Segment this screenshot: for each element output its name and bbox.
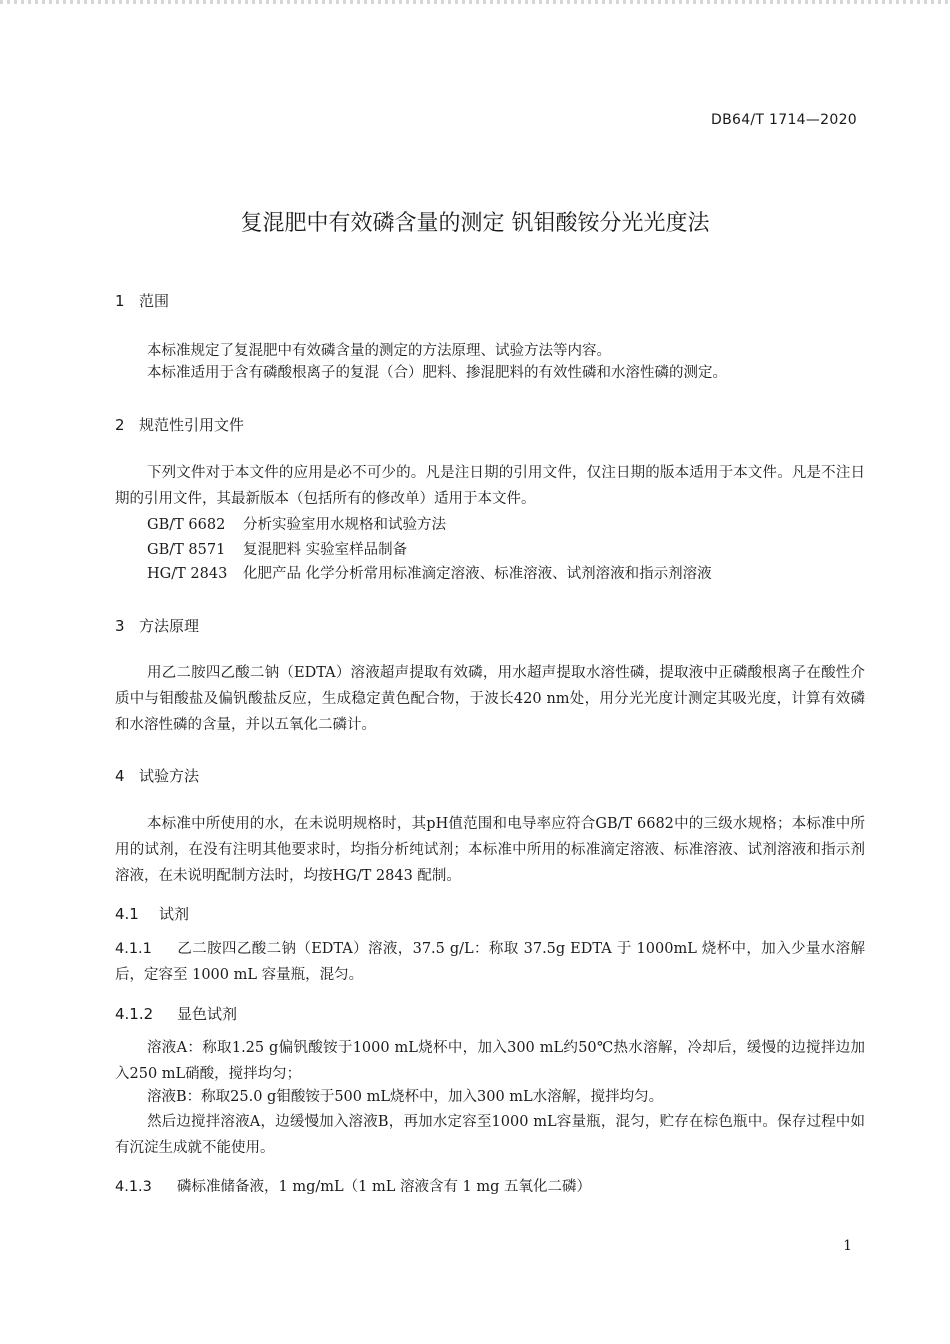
page-number: 1 — [843, 1238, 852, 1254]
reference-name: 化肥产品 化学分析常用标准滴定溶液、标准溶液、试剂溶液和指示剂溶液 — [243, 566, 712, 582]
reference-name: 分析实验室用水规格和试验方法 — [243, 517, 446, 533]
reference-code: GB/T 8571 — [147, 542, 226, 558]
subsection-number: 4.1.3 — [115, 1179, 152, 1195]
scan-edge-artifact — [0, 0, 950, 4]
section-number: 2 — [115, 416, 125, 434]
document-title: 复混肥中有效磷含量的测定 钒钼酸铵分光光度法 — [240, 211, 710, 236]
subsection-text: 磷标准储备液，1 mg/mL（1 mL 溶液含有 1 mg 五氧化二磷） — [177, 1179, 592, 1195]
reference-code: GB/T 6682 — [147, 517, 226, 533]
section-title: 规范性引用文件 — [139, 416, 245, 434]
normative-reference — [147, 562, 712, 583]
section-1-heading — [115, 290, 169, 311]
section-title: 范围 — [139, 292, 170, 310]
section-title: 试验方法 — [139, 767, 200, 785]
subsection-4-1-2-paragraph: 溶液A：称取1.25 g偏钒酸铵于1000 mL烧杯中，加入300 mL约50℃热水溶解，冷却后，缓慢的边搅拌边加入250 mL硝酸，搅拌均匀； — [115, 1040, 865, 1082]
subsection-text: 乙二胺四乙酸二钠（EDTA）溶液，37.5 g/L：称取 37.5g EDTA 于 1000mL 烧杯中，加入少量水溶解后，定容至 1000 mL 容量瓶，混匀。 — [115, 941, 865, 983]
section-number: 3 — [115, 617, 125, 635]
subsection-number: 4.1 — [115, 905, 139, 923]
subsection-4-1-2-paragraph: 溶液B：称取25.0 g钼酸铵于500 mL烧杯中，加入300 mL水溶解，搅拌均匀。 — [147, 1089, 664, 1105]
subsection-title: 显色试剂 — [177, 1005, 238, 1023]
section-3-heading — [115, 615, 199, 636]
section-1-paragraph: 本标准适用于含有磷酸根离子的复混（合）肥料、掺混肥料的有效性磷和水溶性磷的测定。 — [147, 365, 727, 381]
standard-number: DB64/T 1714—2020 — [711, 112, 857, 128]
subsection-title: 试剂 — [159, 905, 190, 923]
subsection-number: 4.1.1 — [115, 941, 152, 957]
section-4-heading — [115, 765, 199, 786]
reference-code: HG/T 2843 — [147, 566, 228, 582]
subsection-4-1-2-paragraph: 然后边搅拌溶液A，边缓慢加入溶液B，再加水定容至1000 mL容量瓶，混匀，贮存在棕色瓶中。保存过程中如有沉淀生成就不能使用。 — [115, 1114, 865, 1156]
subsection-4-1-1 — [115, 936, 865, 988]
normative-reference — [147, 513, 446, 534]
reference-name: 复混肥料 实验室样品制备 — [243, 542, 408, 558]
subsection-4-1-2-heading — [115, 1003, 237, 1024]
section-2-heading — [115, 414, 244, 435]
section-1-paragraph: 本标准规定了复混肥中有效磷含量的测定的方法原理、试验方法等内容。 — [147, 343, 611, 359]
section-4-paragraph: 本标准中所使用的水，在未说明规格时，其pH值范围和电导率应符合GB/T 6682中的三级水规格；本标准中所用的试剂，在没有注明其他要求时，均指分析纯试剂；本标准中所用的标准滴定溶液、标准溶液、试剂溶液和指示剂溶液，在未说明配制方法时，均按HG/T 2843 配制。 — [115, 816, 865, 884]
section-2-intro: 下列文件对于本文件的应用是必不可少的。凡是注日期的引用文件，仅注日期的版本适用于本文件。凡是不注日期的引用文件，其最新版本（包括所有的修改单）适用于本文件。 — [115, 465, 865, 507]
subsection-number: 4.1.2 — [115, 1005, 154, 1023]
subsection-4-1-3 — [115, 1174, 865, 1200]
subsection-4-1-heading — [115, 903, 189, 924]
section-number: 1 — [115, 292, 125, 310]
section-title: 方法原理 — [139, 617, 200, 635]
section-number: 4 — [115, 767, 125, 785]
normative-reference — [147, 538, 407, 559]
section-3-paragraph: 用乙二胺四乙酸二钠（EDTA）溶液超声提取有效磷，用水超声提取水溶性磷，提取液中正磷酸根离子在酸性介质中与钼酸盐及偏钒酸盐反应，生成稳定黄色配合物，于波长420 nm处，用分光光度计测定其吸光度，计算有效磷和水溶性磷的含量，并以五氧化二磷计。 — [115, 665, 865, 733]
